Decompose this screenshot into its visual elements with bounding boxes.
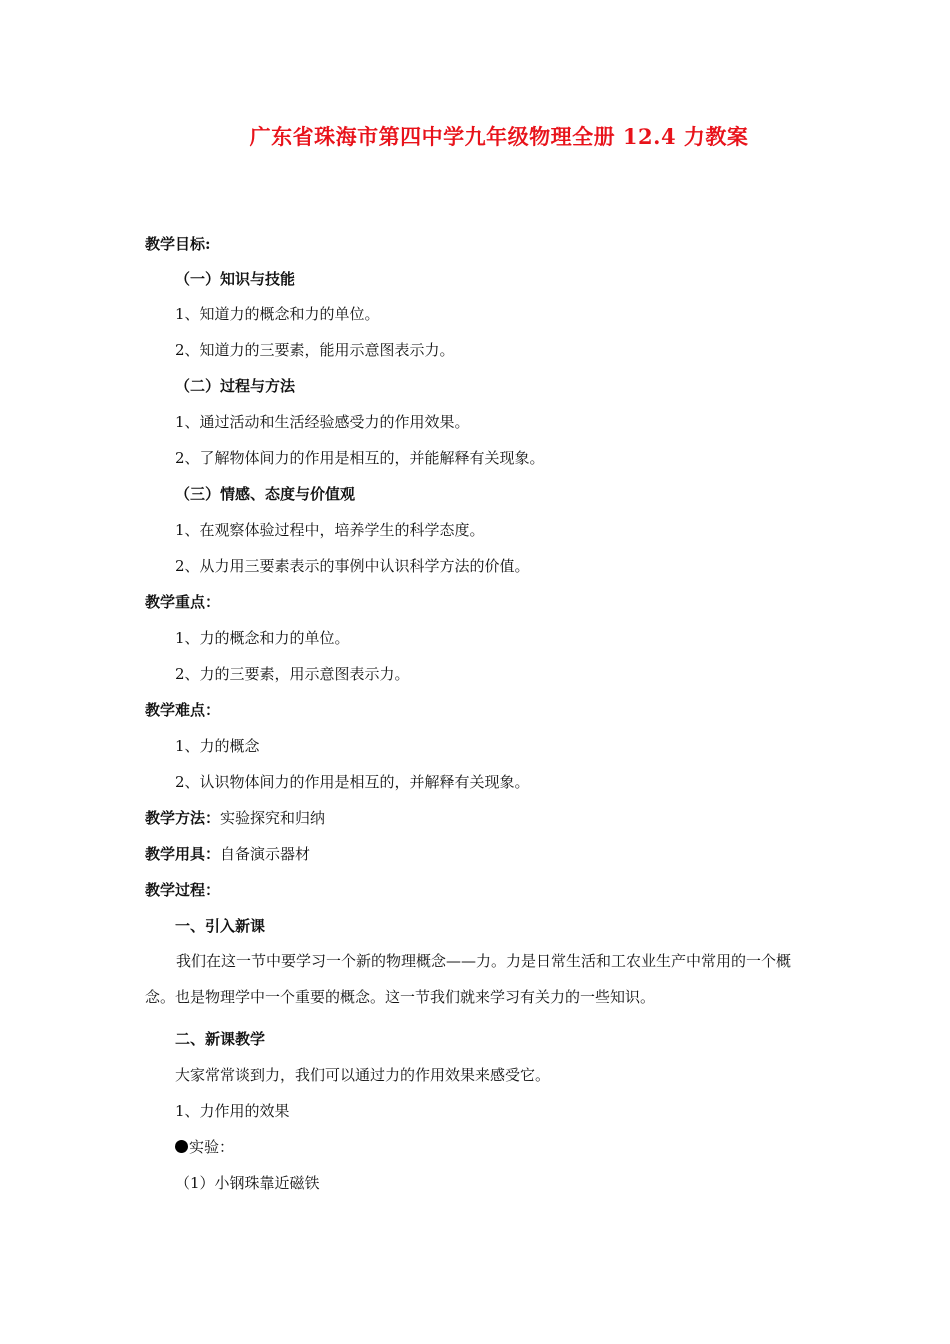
objectives-k2: 2、知道力的三要素，能用示意图表示力。 (175, 341, 455, 359)
key-point-2: 2、力的三要素，用示意图表示力。 (175, 665, 410, 683)
objectives-sub2: （二）过程与方法 (175, 377, 296, 395)
experiment-1: （1）小钢珠靠近磁铁 (175, 1174, 320, 1192)
method-label: 教学方法： (145, 809, 221, 827)
part2-title: 二、新课教学 (175, 1030, 266, 1048)
method-row (145, 807, 325, 829)
difficulty-2: 2、认识物体间力的作用是相互的，并解释有关现象。 (175, 773, 530, 791)
objectives-e1: 1、在观察体验过程中，培养学生的科学态度。 (175, 521, 485, 539)
item-1: 1、力作用的效果 (175, 1102, 290, 1120)
part1-paragraph: 我们在这一节中要学习一个新的物理概念——力。力是日常生活和工农业生产中常用的一个概念。也是物理学中一个重要的概念。这一节我们就来学习有关力的一些知识。 (145, 952, 792, 1006)
difficulty-1: 1、力的概念 (175, 737, 260, 755)
part1-title: 一、引入新课 (175, 917, 266, 935)
part2-text: 大家常常谈到力，我们可以通过力的作用效果来感受它。 (175, 1066, 551, 1084)
tools-label: 教学用具： (145, 845, 221, 863)
key-points-heading: 教学重点： (145, 593, 221, 611)
difficulties-heading: 教学难点： (145, 701, 221, 719)
objectives-e2: 2、从力用三要素表示的事例中认识科学方法的价值。 (175, 557, 530, 575)
experiment-label: 实验： (189, 1138, 235, 1156)
key-point-1: 1、力的概念和力的单位。 (175, 629, 350, 647)
objectives-sub1: （一）知识与技能 (175, 270, 296, 288)
tools-row (145, 843, 310, 865)
objectives-heading: 教学目标: (145, 235, 211, 253)
document-title: 广东省珠海市第四中学九年级物理全册 12.4 力教案 (249, 124, 749, 149)
tools-value: 自备演示器材 (220, 845, 311, 863)
objectives-sub3: （三）情感、态度与价值观 (175, 485, 356, 503)
experiment-row (175, 1136, 234, 1158)
objectives-p2: 2、了解物体间力的作用是相互的，并能解释有关现象。 (175, 449, 545, 467)
bullet-icon (175, 1140, 188, 1153)
objectives-k1: 1、知道力的概念和力的单位。 (175, 305, 380, 323)
objectives-p1: 1、通过活动和生活经验感受力的作用效果。 (175, 413, 470, 431)
method-value: 实验探究和归纳 (220, 809, 326, 827)
process-heading: 教学过程： (145, 881, 221, 899)
